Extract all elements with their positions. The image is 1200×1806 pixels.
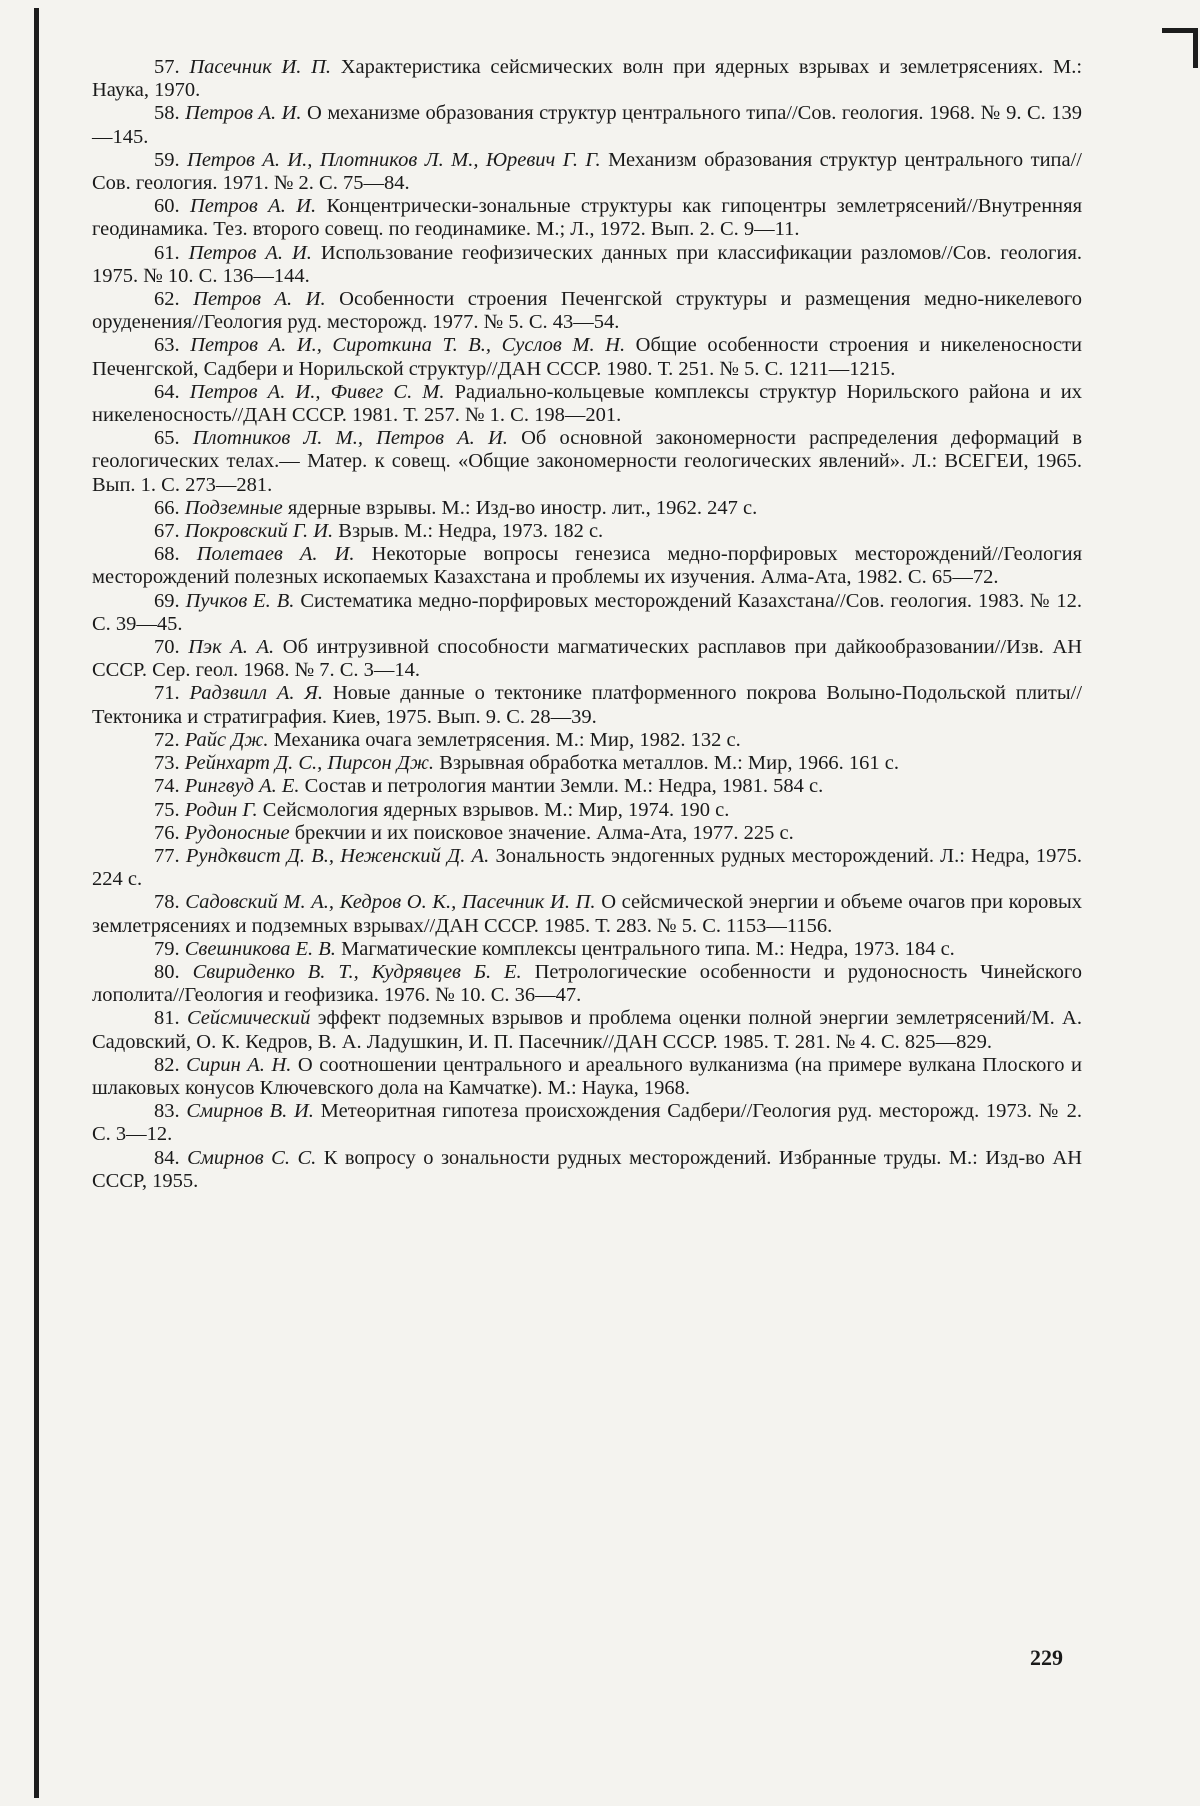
reference-entry <box>92 775 1082 798</box>
reference-number: 63. <box>154 334 180 357</box>
reference-text: Взрывная обработка металлов. М.: Мир, 1966. 161 с. <box>439 752 899 775</box>
reference-text: Об интрузивной способности магматических расплавов при дайкообразовании//Изв. АН СССР. Сер. геол. 1968. № 7. С. 3—14. <box>92 636 1082 682</box>
reference-number: 58. <box>154 102 180 125</box>
reference-entry <box>92 961 1082 1007</box>
scan-corner-mark <box>1160 22 1200 82</box>
reference-text: Механика очага землетрясения. М.: Мир, 1982. 132 с. <box>273 728 741 751</box>
reference-author: Петров А. И., Фивег С. М. <box>189 380 445 403</box>
reference-text: Систематика медно-порфировых месторождений Казахстана//Сов. геология. 1983. № 12. С. 39—45. <box>92 589 1082 635</box>
reference-entry <box>92 752 1082 775</box>
reference-entry <box>92 1147 1082 1193</box>
reference-text: Магматические комплексы центрального типа. М.: Недра, 1973. 184 с. <box>341 937 955 960</box>
reference-entry <box>92 288 1082 334</box>
reference-number: 69. <box>154 589 180 612</box>
reference-entry <box>92 242 1082 288</box>
reference-number: 67. <box>154 520 180 543</box>
reference-text: Петрологические особенности и рудоносность Чинейского лополита//Геология и геофизика. 1976. № 10. С. 36—47. <box>92 960 1083 1007</box>
reference-entry <box>92 427 1082 497</box>
scan-border-left <box>34 8 39 1798</box>
reference-entry <box>92 543 1082 589</box>
reference-text: ядерные взрывы. М.: Изд-во иностр. лит., 1962. 247 с. <box>287 496 758 519</box>
reference-entry <box>92 497 1082 520</box>
reference-author: Петров А. И. <box>189 195 317 218</box>
reference-number: 61. <box>154 241 180 264</box>
reference-number: 71. <box>154 682 180 705</box>
reference-number: 83. <box>154 1100 180 1123</box>
reference-number: 74. <box>154 775 180 798</box>
page-number: 229 <box>1030 1645 1063 1670</box>
reference-text: О сейсмической энергии и объеме очагов при коровых землетрясениях и подземных взрывах//ДАН СССР. 1985. Т. 283. № 5. С. 1153—1156. <box>92 891 1083 937</box>
reference-entry <box>92 845 1082 891</box>
reference-author: Свириденко В. Т., Кудрявцев Б. Е. <box>192 960 522 983</box>
reference-author: Полетаев А. И. <box>196 543 355 566</box>
reference-number: 59. <box>154 148 180 171</box>
reference-text: Новые данные о тектонике платформенного покрова Волыно-Подольской плиты//Тектоника и стратиграфия. Киев, 1975. Вып. 9. С. 28—39. <box>92 682 1083 728</box>
reference-number: 72. <box>154 728 180 751</box>
reference-entry <box>92 1100 1082 1146</box>
reference-author: Петров А. И., Плотников Л. М., Юревич Г. Г. <box>187 148 601 171</box>
reference-number: 60. <box>154 195 180 218</box>
reference-entry <box>92 891 1082 937</box>
reference-number: 84. <box>154 1146 180 1169</box>
reference-entry <box>92 938 1082 961</box>
reference-number: 82. <box>154 1053 180 1076</box>
reference-author: Рингвуд А. Е. <box>184 775 300 798</box>
reference-number: 77. <box>154 844 180 867</box>
reference-number: 57. <box>154 56 180 78</box>
reference-text: Радиально-кольцевые комплексы структур Норильского района и их никеленосность//ДАН СССР. 1981. Т. 257. № 1. С. 198—201. <box>92 380 1083 427</box>
reference-text: Характеристика сейсмических волн при ядерных взрывах и землетрясениях. М.: Наука, 1970. <box>92 56 1083 102</box>
reference-entry <box>92 590 1082 636</box>
reference-author: Родин Г. <box>184 798 258 821</box>
reference-author: Сирин А. Н. <box>186 1053 292 1076</box>
reference-number: 65. <box>154 427 180 450</box>
reference-number: 68. <box>154 543 180 566</box>
reference-author: Сейсмический <box>186 1007 311 1030</box>
reference-number: 73. <box>154 752 180 775</box>
reference-text: Некоторые вопросы генезиса медно-порфировых месторождений//Геология месторождений полезных ископаемых Казахстана и проблемы их изучения. Алма-Ата, 1982. С. 65—72. <box>92 543 1082 589</box>
reference-entry <box>92 56 1082 102</box>
reference-author: Пучков Е. В. <box>185 589 295 612</box>
reference-entry <box>92 729 1082 752</box>
reference-number: 78. <box>154 891 180 914</box>
reference-text: К вопросу о зональности рудных месторождений. Избранные труды. М.: Изд-во АН СССР, 1955. <box>92 1146 1083 1192</box>
reference-author: Рудоносные <box>184 821 290 844</box>
reference-entry <box>92 1007 1082 1053</box>
reference-text: Взрыв. М.: Недра, 1973. 182 с. <box>338 520 604 543</box>
reference-number: 66. <box>154 496 180 519</box>
reference-author: Рундквист Д. В., Неженский Д. А. <box>185 844 490 867</box>
reference-text: Общие особенности строения и никеленосности Печенгской, Садбери и Норильской структур//ДАН СССР. 1980. Т. 251. № 5. С. 1211—1215. <box>92 334 1083 380</box>
reference-text: О соотношении центрального и ареального вулканизма (на примере вулкана Плоского и шлаковых конусов Ключевского дола на Камчатке). М.: Наука, 1968. <box>92 1053 1083 1099</box>
reference-list <box>92 56 1082 1193</box>
reference-number: 80. <box>154 960 180 983</box>
reference-text: Зональность эндогенных рудных месторождений. Л.: Недра, 1975. 224 с. <box>92 844 1083 891</box>
reference-text: Сейсмология ядерных взрывов. М.: Мир, 1974. 190 с. <box>262 798 730 821</box>
reference-author: Смирнов В. И. <box>186 1100 314 1123</box>
reference-author: Райс Дж. <box>184 728 269 751</box>
reference-entry <box>92 1054 1082 1100</box>
reference-number: 75. <box>154 798 180 821</box>
reference-entry <box>92 381 1082 427</box>
reference-author: Пасечник И. П. <box>189 56 332 78</box>
reference-author: Петров А. И. <box>188 241 312 264</box>
reference-entry <box>92 799 1082 822</box>
reference-entry <box>92 195 1082 241</box>
reference-text: Особенности строения Печенгской структуры и размещения медно-никелевого оруденения//Геология руд. месторожд. 1977. № 5. С. 43—54. <box>92 288 1083 334</box>
reference-author: Радзвилл А. Я. <box>189 682 323 705</box>
reference-author: Петров А. И. <box>185 102 302 125</box>
reference-entry <box>92 636 1082 682</box>
reference-text: Механизм образования структур центрального типа//Сов. геология. 1971. № 2. С. 75—84. <box>92 148 1082 195</box>
reference-number: 70. <box>154 636 180 659</box>
reference-author: Свешникова Е. В. <box>184 937 336 960</box>
reference-number: 79. <box>154 937 180 960</box>
reference-entry <box>92 102 1082 148</box>
reference-entry <box>92 682 1082 728</box>
reference-author: Смирнов С. С. <box>187 1146 317 1169</box>
reference-entry <box>92 520 1082 543</box>
reference-author: Плотников Л. М., Петров А. И. <box>192 427 508 450</box>
reference-author: Рейнхарт Д. С., Пирсон Дж. <box>184 752 435 775</box>
reference-number: 81. <box>154 1007 180 1030</box>
reference-author: Садовский М. А., Кедров О. К., Пасечник И. П. <box>185 891 596 914</box>
reference-entry <box>92 822 1082 845</box>
reference-text: Метеоритная гипотеза происхождения Садбери//Геология руд. месторожд. 1973. № 2. С. 3—12. <box>92 1100 1083 1146</box>
reference-text: Состав и петрология мантии Земли. М.: Недра, 1981. 584 с. <box>304 775 824 798</box>
reference-text: О механизме образования структур центрального типа//Сов. геология. 1968. № 9. С. 139—145. <box>92 102 1082 148</box>
reference-text: Использование геофизических данных при классификации разломов//Сов. геология. 1975. № 10. С. 136—144. <box>92 241 1082 287</box>
reference-text: Концентрически-зональные структуры как гипоцентры землетрясений//Внутренняя геодинамика. Тез. второго совещ. по геодинамике. М.; Л., 1972. Вып. 2. С. 9—11. <box>92 195 1083 241</box>
reference-entry <box>92 149 1082 195</box>
reference-author: Пэк А. А. <box>188 636 275 659</box>
reference-entry <box>92 334 1082 380</box>
reference-author: Петров А. И. <box>193 288 326 311</box>
reference-author: Подземные <box>184 496 283 519</box>
reference-number: 76. <box>154 821 180 844</box>
reference-number: 62. <box>154 288 180 311</box>
reference-text: эффект подземных взрывов и проблема оценки полной энергии землетрясений/М. А. Садовский, О. К. Кедров, В. А. Ладушкин, И. П. Пасечник//ДАН СССР. 1985. Т. 281. № 4. С. 825—829. <box>92 1007 1082 1053</box>
reference-text: брекчии и их поисковое значение. Алма-Ата, 1977. 225 с. <box>294 821 794 844</box>
reference-number: 64. <box>154 380 180 403</box>
reference-text: Об основной закономерности распределения деформаций в геологических телах.— Матер. к совещ. «Общие закономерности геологических явлений». Л.: ВСЕГЕИ, 1965. Вып. 1. С. 273—281. <box>92 427 1082 496</box>
reference-author: Петров А. И., Сироткина Т. В., Суслов М. Н. <box>190 334 626 357</box>
reference-author: Покровский Г. И. <box>184 520 334 543</box>
